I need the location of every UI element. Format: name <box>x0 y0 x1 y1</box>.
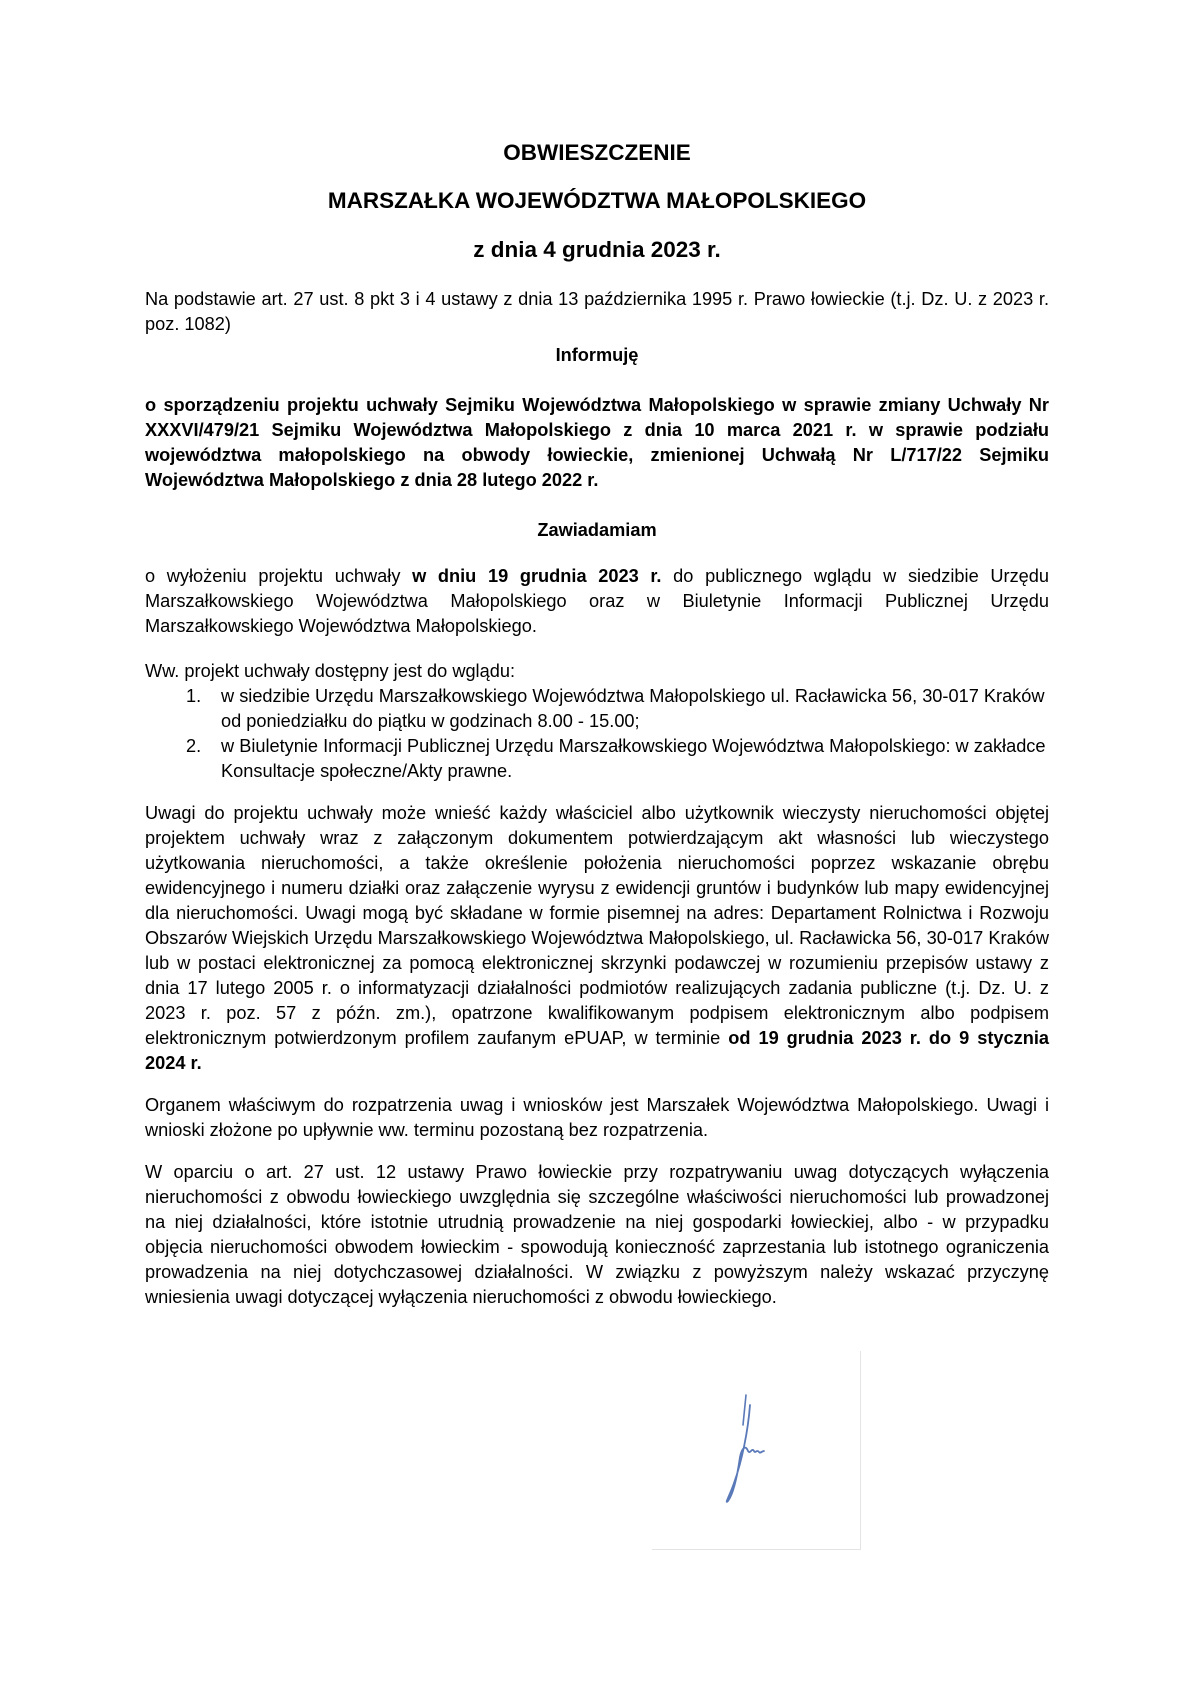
legal-basis-paragraph: Na podstawie art. 27 ust. 8 pkt 3 i 4 ustawy z dnia 13 października 1995 r. Prawo łowieckie (t.j. Dz. U. z 2023 r. poz. 1082) <box>145 289 1049 334</box>
signature-box <box>652 1351 861 1550</box>
document-title: OBWIESZCZENIE <box>503 140 691 165</box>
inform-paragraph: o sporządzeniu projektu uchwały Sejmiku Województwa Małopolskiego w sprawie zmiany Uchwały Nr XXXVI/479/21 Sejmiku Województwa Małopolskiego z dnia 10 marca 2021 r. w sprawie podziału województwa małopolskiego na obwody łowieckie, zmienionej Uchwałą Nr L/717/22 Sejmiku Województwa Małopolskiego z dnia 28 lutego 2022 r. <box>145 395 1049 490</box>
notify-heading: Zawiadamiam <box>537 520 657 540</box>
document-content <box>145 140 1049 1310</box>
exposure-date: w dniu 19 grudnia 2023 r. <box>412 566 662 586</box>
remarks-deadline: od 19 grudnia 2023 r. do 9 stycznia 2024 r. <box>145 1028 1050 1073</box>
list-item-text: w Biuletynie Informacji Publicznej Urzędu Marszałkowskiego Województwa Małopolskiego: w zakładce Konsultacje społeczne/Akty prawne. <box>221 736 1046 781</box>
exposure-paragraph <box>145 564 1049 639</box>
inform-heading: Informuję <box>555 345 639 365</box>
exposure-text-after: do publicznego wglądu w siedzibie Urzędu Marszałkowskiego Województwa Małopolskiego oraz w Biuletynie Informacji Publicznej Urzędu Marszałkowskiego Województwa Małopolskiego. <box>145 566 1050 636</box>
list-item-number: 1. <box>186 686 202 706</box>
handwritten-signature-icon <box>712 1391 792 1511</box>
exposure-text-before: o wyłożeniu projektu uchwały <box>145 566 413 586</box>
article-27-paragraph: W oparciu o art. 27 ust. 12 ustawy Prawo łowieckie przy rozpatrywaniu uwag dotyczących wyłączenia nieruchomości z obwodu łowieckiego uwzględnia się szczególne właściwości nieruchomości lub prowadzonej na niej działalności, które istotnie utrudnią prowadzenie na niej gospodarki łowieckiej, albo - w przypadku objęcia nieruchomości obwodem łowieckim - spowodują konieczność zaprzestania lub istotnego ograniczenia prowadzenia na niej dotychczasowej działalności. W związku z powyższym należy wskazać przyczynę wniesienia uwagi dotyczącej wyłączenia nieruchomości z obwodu łowieckiego. <box>145 1162 1049 1307</box>
availability-intro: Ww. projekt uchwały dostępny jest do wglądu: <box>145 661 516 681</box>
list-item-text: w siedzibie Urzędu Marszałkowskiego Województwa Małopolskiego ul. Racławicka 56, 30-017 Kraków od poniedziałku do piątku w godzinach 8.00 - 15.00; <box>221 686 1045 731</box>
remarks-text: Uwagi do projektu uchwały może wnieść każdy właściciel albo użytkownik wieczysty nieruchomości objętej projektem uchwały wraz z załączonym dokumentem potwierdzającym akt własności lub wieczystego użytkowania nieruchomości, a także określenie położenia nieruchomości poprzez wskazanie obrębu ewidencyjnego i numeru działki oraz załączenie wyrysu z ewidencji gruntów i budynków lub mapy ewidencyjnej dla nieruchomości. Uwagi mogą być składane w formie pisemnej na adres: Departament Rolnictwa i Rozwoju Obszarów Wiejskich Urzędu Marszałkowskiego Województwa Małopolskiego, ul. Racławicka 56, 30-017 Kraków lub w postaci elektronicznej za pomocą elektronicznej skrzynki podawczej w rozumieniu przepisów ustawy z dnia 17 lutego 2005 r. o informatyzacji działalności podmiotów realizujących zadania publiczne (t.j. Dz. U. z 2023 r. poz. 57 z późn. zm.), opatrzone kwalifikowanym podpisem elektronicznym albo podpisem elektronicznym potwierdzonym profilem zaufanym ePUAP, w terminie <box>145 803 1049 1048</box>
list-item-number: 2. <box>186 736 202 756</box>
list-item <box>145 734 1049 784</box>
organ-paragraph: Organem właściwym do rozpatrzenia uwag i wniosków jest Marszałek Województwa Małopolskiego. Uwagi i wnioski złożone po upływnie ww. terminu pozostaną bez rozpatrzenia. <box>145 1095 1049 1140</box>
availability-section <box>145 659 1049 784</box>
issuer-title: MARSZAŁKA WOJEWÓDZTWA MAŁOPOLSKIEGO <box>327 188 867 213</box>
availability-list <box>145 684 1049 784</box>
list-item <box>145 684 1049 734</box>
remarks-paragraph <box>145 801 1049 1076</box>
document-date: z dnia 4 grudnia 2023 r. <box>473 237 721 262</box>
